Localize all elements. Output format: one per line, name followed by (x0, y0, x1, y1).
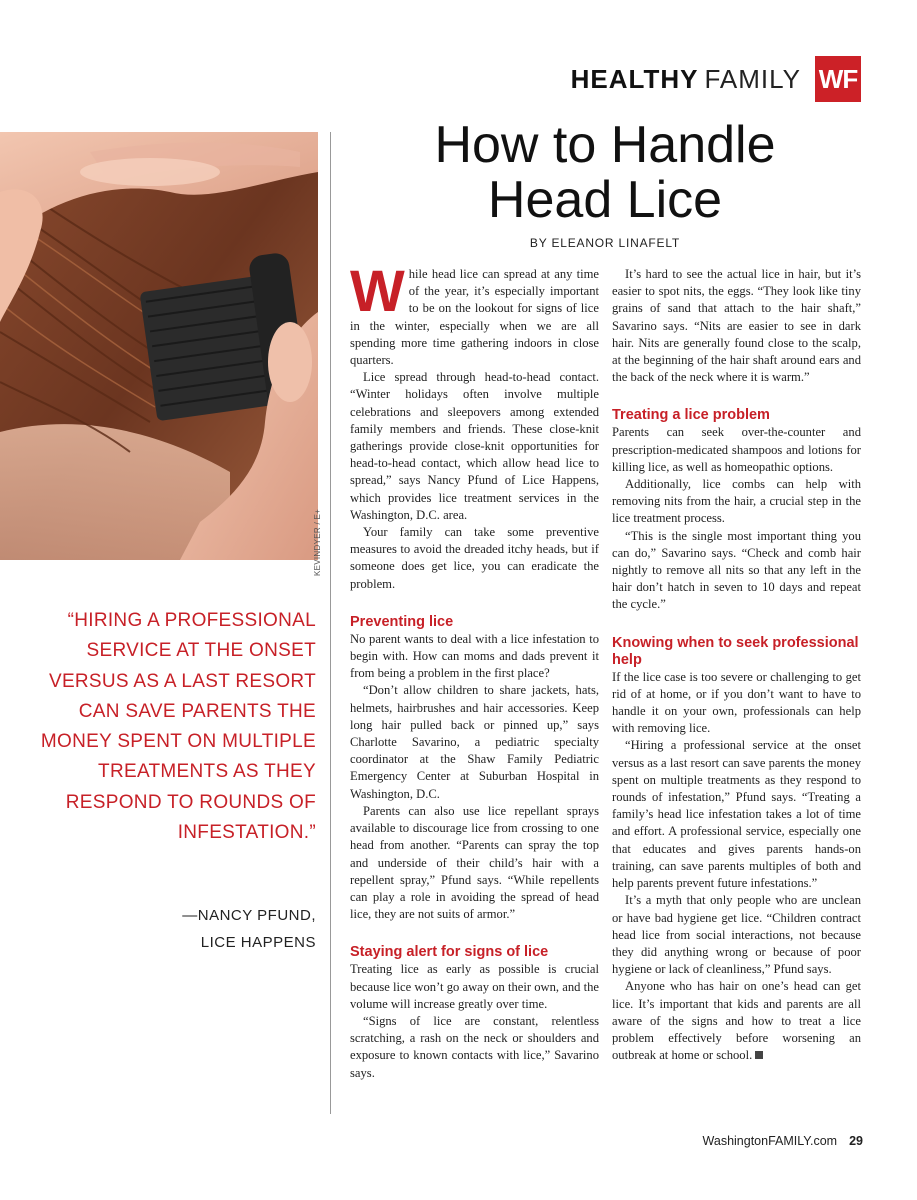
section-header (571, 56, 861, 102)
pull-quote: “HIRING A PROFESSIONAL SERVICE AT THE ONSET VERSUS AS A LAST RESORT CAN SAVE PARENTS THE MONEY SPENT ON MULTIPLE TREATMENTS AS THEY RESPOND TO ROUNDS OF INFESTATION.” (40, 610, 316, 844)
section-name-light: FAMILY (704, 63, 801, 94)
photo-credit-text: KEVINDYER / E+ (313, 508, 322, 576)
drop-cap: W (350, 259, 405, 324)
subhead-knowing-when: Knowing when to seek professional help (612, 634, 859, 668)
attribution-name: —NANCY PFUND, (182, 907, 316, 924)
lice-comb-photo (0, 132, 318, 560)
article-column-2 (612, 266, 861, 1064)
body-paragraph: Treating lice as early as possible is crucial because lice won’t go away on their own, and the volume will increase greatly over time. (350, 962, 599, 1011)
body-paragraph: Your family can take some preventive measures to avoid the dreaded itchy heads, but if someone does get lice, you can eradicate the problem. (350, 525, 599, 591)
section-name-bold: HEALTHY (570, 63, 699, 94)
intro-paragraph (350, 259, 599, 369)
body-paragraph: “Don’t allow children to share jackets, hats, helmets, hairbrushes and hair accessories. Keep long hair pulled back or pinned up,” says Charlotte Savarino, a pediatric specialty coordinator at the Shaw Family Pediatric Emergency Center at Suburban Hospital in Washington, D.C. (350, 683, 599, 801)
end-mark-icon (755, 1051, 763, 1059)
page-number: 29 (849, 1134, 863, 1148)
subhead-preventing: Preventing lice (350, 613, 454, 630)
article-title (350, 118, 860, 228)
body-paragraph: “Signs of lice are constant, relentless scratching, a rash on the neck or shoulders and exposure to known contacts with lice,” Savarino says. (350, 1013, 599, 1080)
pull-quote-attribution (30, 902, 316, 956)
body-paragraph: If the lice case is too severe or challenging to get rid of at home, or if you don’t want to have to handle it on your own, professionals can help with removing lice. (612, 669, 861, 736)
footer-site: WashingtonFAMILY.com (702, 1134, 838, 1148)
body-paragraph: Additionally, lice combs can help with removing nits from the hair, a crucial step in the lice treatment process. (612, 477, 861, 526)
body-paragraph: Lice spread through head-to-head contact. “Winter holidays often involve multiple celebrations and sleepovers among extended family members and friends. These close-knit gatherings provide close-knit opportunities for head-to-head contact, which allow head lice to spread,” says Nancy Pfund of Lice Happens, which provides lice treatment services in the Washington, D.C. area. (350, 370, 599, 522)
body-paragraph: Parents can seek over-the-counter and prescription-medicated shampoos and lotions for killing lice, as well as homeopathic options. (612, 425, 861, 474)
article-column-1 (350, 259, 599, 1082)
photo-credit (312, 486, 326, 576)
subhead-treating: Treating a lice problem (612, 407, 770, 424)
subhead-staying-alert: Staying alert for signs of lice (350, 944, 549, 961)
page-footer (703, 1134, 863, 1148)
title-line-2: Head Lice (487, 171, 723, 229)
attribution-org: LICE HAPPENS (200, 934, 316, 951)
closing-paragraph (612, 978, 861, 1064)
column-divider (330, 132, 331, 1114)
closing-text: Anyone who has hair on one’s head can get lice. It’s important that kids and parents are all aware of the signs and how to treat a lice problem effectively before worsening an outbreak at home or school. (612, 979, 861, 1063)
body-paragraph: It’s hard to see the actual lice in hair, but it’s easier to spot nits, the eggs. “They look like tiny grains of sand that attach to the hair shaft,” Savarino says. “Nits are easier to see in dark hair. Nits are generally found close to the scalp, at the beginning of the hair shaft around ears and the back of the neck where it is warm.” (612, 267, 861, 385)
body-paragraph: “This is the single most important thing you can do,” Savarino says. “Check and comb hair nightly to remove all nits so that any left in the hair don’t hatch in seven to 10 days and repeat the cycle.” (612, 528, 861, 612)
wf-logo: WF (815, 56, 861, 102)
byline: BY ELEANOR LINAFELT (529, 236, 681, 250)
title-line-1: How to Handle (434, 116, 776, 174)
body-paragraph: It’s a myth that only people who are unclean or have bad hygiene get lice. “Children contract head lice from social interactions, not because they did anything wrong or because of poor hygiene or lack of cleanliness,” Pfund says. (612, 893, 861, 977)
body-paragraph: No parent wants to deal with a lice infestation to begin with. How can moms and dads prevent it from being a problem in the first place? (350, 631, 599, 681)
intro-text: hile head lice can spread at any time of the year, it’s especially important to be on the lookout for signs of lice in the winter, especially when we are all spending more time gathering indoors in close quarters. (350, 267, 599, 368)
body-paragraph: “Hiring a professional service at the onset versus as a last resort can save parents the money spent on multiple treatments as they respond to rounds of infestation,” Pfund says. “Treating a family’s head lice infestation takes a lot of time and effort. A professional service, especially one that educates and gives parents hands-on training, can save parents multiples of both and help parents prevent future infestations.” (612, 738, 861, 891)
body-paragraph: Parents can also use lice repellant sprays available to discourage lice from crossing to one head from another. “Parents can spray the top and underside of their child’s hair with a repellent spray,” Pfund says. “While repellents can play a role in avoiding the spread of head lice, they are not suits of armor.” (350, 803, 599, 922)
